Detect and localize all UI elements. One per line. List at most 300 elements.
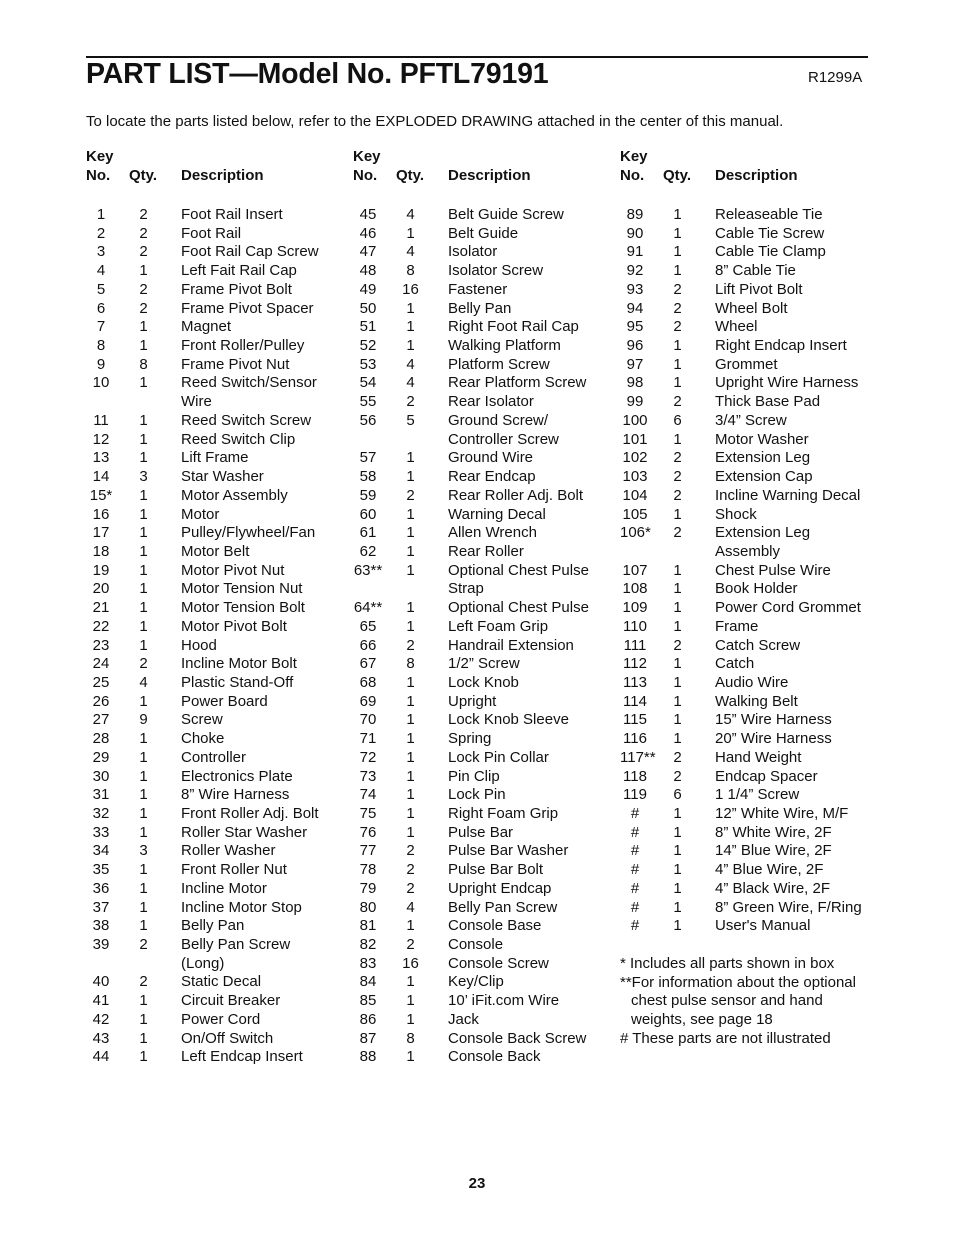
part-description: Endcap Spacer [715,767,818,785]
footnote-line: weights, see page 18 [631,1011,773,1029]
part-qty: 1 [406,692,415,710]
part-key-no: 95 [626,318,644,336]
part-qty: 1 [673,374,682,392]
part-key-no: 89 [626,206,644,223]
part-qty: 1 [406,917,415,935]
part-qty: 1 [673,842,682,860]
part-description: Foot Rail [181,224,242,242]
part-key-no: 73 [359,767,377,785]
part-qty: 2 [139,655,148,673]
part-qty: 4 [406,898,415,916]
part-key-no: 45 [359,206,377,223]
part-description: Front Roller Nut [181,861,287,879]
part-description: Upright Wire Harness [715,374,859,392]
part-key-no: 102 [622,449,648,467]
part-qty: 1 [406,299,415,317]
part-description: Power Board [181,692,268,710]
part-qty: 2 [673,449,682,467]
part-qty: 1 [139,692,148,710]
part-description: Shock [715,505,757,523]
part-description: 4” Black Wire, 2F [715,879,831,897]
part-key-no: 83 [359,954,377,972]
part-description: Foot Rail Insert [181,206,283,223]
part-key-no: 104 [622,486,648,504]
part-qty: 5 [406,411,415,429]
part-key-no: 6 [96,299,106,317]
part-qty: 1 [406,823,415,841]
part-key-no: # [630,805,640,822]
part-qty: 2 [673,280,682,298]
part-key-no: 46 [359,224,377,242]
part-qty: 1 [139,449,148,467]
part-key-no: 80 [359,898,377,916]
part-description: Catch [715,655,755,673]
part-key-no: 50 [359,299,377,317]
part-qty: 2 [673,299,682,317]
part-description: Releaseable Tie [715,206,823,223]
part-description: Key/Clip [448,973,504,991]
part-key-no: 87 [359,1029,377,1047]
part-description: Belly Pan [448,299,512,317]
part-description: Power Cord [181,1010,261,1028]
description-header: Description [715,167,798,184]
part-qty: 1 [406,730,415,748]
part-qty: 2 [139,936,148,954]
part-key-no: 39 [92,936,110,954]
part-qty: 1 [139,374,148,392]
part-key-no: 33 [92,823,110,841]
part-qty: 1 [673,917,682,935]
part-key-no: 48 [359,262,377,280]
part-description: Reed Switch/Sensor [181,374,317,392]
part-key-no: 82 [359,936,377,954]
part-qty: 1 [139,1010,148,1028]
part-description: Controller [181,748,247,766]
part-description: Extension Leg [715,524,811,542]
part-description: Electronics Plate [181,767,293,785]
part-qty: 1 [406,505,415,523]
part-description: 8” Wire Harness [181,786,290,804]
part-description: Wire [181,393,212,411]
part-key-no: 63** [353,561,383,579]
part-qty: 2 [139,299,148,317]
part-qty: 1 [406,1010,415,1028]
part-qty: 2 [406,393,415,411]
part-description: Extension Leg [715,449,811,467]
part-key-no: 3 [96,243,106,261]
part-description: Motor Washer [715,430,809,448]
part-key-no: 76 [359,823,377,841]
part-description: Grommet [715,355,778,373]
part-qty: 1 [406,711,415,729]
part-key-no: 11 [93,411,109,429]
part-key-no: 49 [359,280,377,298]
part-description: 1/2” Screw [448,655,520,673]
part-qty: 2 [406,861,415,879]
part-key-no: 117** [620,748,656,766]
part-qty: 1 [139,542,148,560]
part-qty: 1 [139,805,148,822]
part-key-no: 72 [359,748,377,766]
part-key-no: 4 [96,262,106,280]
part-qty: 2 [406,636,415,654]
part-key-no: 78 [359,861,377,879]
part-key-no: 110 [623,617,647,635]
part-description: Platform Screw [448,355,550,373]
part-description: Star Washer [181,468,264,486]
part-qty: 1 [139,580,148,598]
part-description: 8” Cable Tie [715,262,796,280]
part-key-no: 101 [622,430,648,448]
part-description: Motor Tension Nut [181,580,303,598]
part-description: Isolator Screw [448,262,544,280]
part-qty: 1 [139,917,148,935]
part-key-no: 7 [96,318,106,336]
part-qty: 1 [406,468,415,486]
part-qty: 1 [406,599,415,617]
part-qty: 1 [139,430,148,448]
part-description: Belly Pan [181,917,245,935]
part-description: Screw [181,711,223,729]
part-qty: 2 [673,393,682,411]
part-key-no: 105 [622,505,648,523]
part-qty: 4 [406,355,415,373]
qty-header: Qty. [129,167,158,184]
document-code: R1299A [808,69,863,86]
part-key-no: 68 [359,673,377,691]
part-qty: 4 [406,243,415,261]
part-key-no: 66 [359,636,377,654]
part-description: Rear Platform Screw [448,374,587,392]
part-qty: 4 [406,206,415,223]
part-description: Pulse Bar Washer [448,842,569,860]
part-description: User's Manual [715,917,811,935]
part-qty: 1 [673,692,682,710]
part-description: Optional Chest Pulse [448,599,589,617]
part-qty: 2 [673,486,682,504]
part-key-no: 119 [623,786,647,804]
part-key-no: 97 [626,355,644,373]
part-qty: 1 [406,449,415,467]
part-key-no: 84 [359,973,377,991]
part-description: Roller Star Washer [181,823,308,841]
footnote-line: chest pulse sensor and hand [631,992,823,1010]
part-key-no: 113 [623,673,647,691]
part-description: Cable Tie Screw [715,224,825,242]
part-description: On/Off Switch [181,1029,274,1047]
part-qty: 1 [139,561,148,579]
part-key-no: 54 [359,374,377,392]
part-description: Motor Tension Bolt [181,599,305,617]
part-description: Roller Washer [181,842,276,860]
part-qty: 1 [139,636,148,654]
part-description: Lock Knob [448,673,519,691]
part-qty: 1 [139,767,148,785]
part-description: Right Foam Grip [448,805,559,822]
part-qty: 2 [673,318,682,336]
part-description: Ground Wire [448,449,534,467]
part-description: 10’ iFit.com Wire [448,992,560,1010]
part-key-no: 86 [359,1010,377,1028]
part-qty: 1 [406,617,415,635]
part-qty: 1 [673,262,682,280]
part-description: Pulse Bar [448,823,514,841]
part-key-no: 10 [92,374,110,392]
part-key-no: 116 [623,730,647,748]
part-description: Left Endcap Insert [181,1048,303,1066]
part-description: 8” Green Wire, F/Ring [715,898,862,916]
part-description: 15” Wire Harness [715,711,832,729]
part-qty: 1 [673,337,682,355]
part-qty: 1 [139,861,148,879]
part-qty: 16 [402,280,419,298]
part-description: Cable Tie Clamp [715,243,826,261]
part-qty: 1 [139,318,148,336]
part-description: 8” White Wire, 2F [715,823,832,841]
part-key-no: 59 [359,486,377,504]
part-qty: 2 [139,280,148,298]
part-key-no: 53 [359,355,377,373]
part-description: Pulse Bar Bolt [448,861,544,879]
part-key-no: 56 [359,411,377,429]
part-key-no: 74 [359,786,377,804]
part-description: Wheel [715,318,758,336]
part-description: Lift Frame [181,449,249,467]
part-qty: 9 [139,711,148,729]
part-key-no: 92 [626,262,644,280]
part-key-no: 14 [92,468,110,486]
part-key-no: 47 [359,243,377,261]
part-qty: 1 [139,505,148,523]
part-key-no: 32 [92,805,110,822]
part-description: Book Holder [715,580,798,598]
part-description: Belt Guide [448,224,519,242]
part-key-no: 51 [359,318,377,336]
part-description: Lock Pin Collar [448,748,549,766]
part-key-no: 31 [92,786,110,804]
part-key-no: 108 [622,580,648,598]
part-description: Lock Knob Sleeve [448,711,569,729]
qty-header: Qty. [396,167,425,184]
part-key-no: 1 [96,206,106,223]
part-qty: 1 [673,711,682,729]
part-qty: 2 [406,879,415,897]
part-key-no: 60 [359,505,377,523]
part-key-no: # [630,879,640,897]
part-qty: 8 [406,655,415,673]
part-qty: 2 [139,224,148,242]
part-key-no: 100 [622,411,648,429]
part-qty: 1 [139,524,148,542]
part-description: Console Base [448,917,542,935]
part-description: Belly Pan Screw [181,936,291,954]
part-key-no: 64** [353,599,383,617]
part-qty: 2 [406,842,415,860]
part-description: Belly Pan Screw [448,898,558,916]
part-qty: 1 [673,430,682,448]
part-key-no: 70 [359,711,377,729]
part-description: Motor Belt [181,542,250,560]
part-qty: 2 [673,748,682,766]
footnotes [620,955,856,1049]
part-key-no: 40 [92,973,110,991]
part-description: Warning Decal [448,505,546,523]
part-qty: 1 [673,505,682,523]
part-key-no: # [630,898,640,916]
part-key-no: 77 [359,842,377,860]
part-qty: 4 [406,374,415,392]
part-qty: 2 [139,973,148,991]
part-description: Allen Wrench [448,524,537,542]
part-description: Lock Pin [448,786,506,804]
part-qty: 1 [406,673,415,691]
part-key-no: 30 [92,767,110,785]
part-key-no: 111 [623,636,647,654]
part-qty: 1 [673,206,682,223]
part-description: Rear Roller [448,542,524,560]
part-description: Walking Belt [715,692,798,710]
part-key-no: 52 [359,337,377,355]
part-key-no: 24 [92,655,110,673]
part-description: Motor Assembly [181,486,288,504]
qty-header: Qty. [663,167,692,184]
part-qty: 1 [406,318,415,336]
part-description: Front Roller Adj. Bolt [181,805,319,822]
part-description: Strap [448,580,484,598]
part-description: Lift Pivot Bolt [715,280,803,298]
part-key-no: # [630,861,640,879]
part-qty: 1 [673,599,682,617]
part-key-no: 15* [89,486,113,504]
part-description: Pin Clip [448,767,500,785]
part-description: Console Screw [448,954,549,972]
part-qty: 2 [406,486,415,504]
part-qty: 1 [139,262,148,280]
part-description: Incline Motor Stop [181,898,302,916]
part-qty: 1 [139,1029,148,1047]
description-header: Description [181,167,264,184]
part-qty: 1 [673,243,682,261]
part-description: Belt Guide Screw [448,206,564,223]
part-description: Audio Wire [715,673,789,691]
part-key-no: 41 [92,992,110,1010]
part-key-no: 114 [623,692,647,710]
part-key-no: 34 [92,842,110,860]
description-header: Description [448,167,531,184]
part-description: Catch Screw [715,636,801,654]
part-key-no: 5 [96,280,106,298]
part-qty: 16 [402,954,419,972]
part-key-no: 90 [626,224,644,242]
part-key-no: 18 [92,542,110,560]
part-key-no: 69 [359,692,377,710]
part-key-no: 13 [92,449,110,467]
part-key-no: 81 [359,917,377,935]
part-qty: 1 [673,617,682,635]
footnote-line: * Includes all parts shown in box [620,955,835,972]
part-description: Walking Platform [448,337,561,355]
footnote-line: **For information about the optional [620,973,856,991]
part-key-no: # [630,842,640,860]
part-qty: 1 [406,524,415,542]
part-description: Hood [181,636,217,654]
key-no-header: Key No. [620,148,648,184]
part-qty: 2 [139,243,148,261]
page-number: 23 [468,1175,486,1192]
part-qty: 8 [406,262,415,280]
part-qty: 4 [139,673,148,691]
part-key-no: 19 [92,561,110,579]
part-qty: 1 [673,823,682,841]
part-key-no: 37 [92,898,110,916]
part-key-no: 98 [626,374,644,392]
part-key-no: 20 [92,580,110,598]
part-key-no: 103 [622,468,648,486]
part-key-no: 55 [359,393,377,411]
part-key-no: 99 [626,393,644,411]
part-qty: 2 [406,936,415,954]
part-qty: 1 [139,823,148,841]
part-qty: 1 [673,224,682,242]
part-key-no: 96 [626,337,644,355]
part-key-no: 22 [92,617,110,635]
part-key-no: 85 [359,992,377,1010]
part-qty: 3 [139,468,148,486]
part-description: Choke [181,730,225,748]
part-qty: 1 [406,1048,415,1066]
part-qty: 1 [406,767,415,785]
part-qty: 1 [406,973,415,991]
part-key-no: 112 [623,655,647,673]
part-qty: 1 [406,992,415,1010]
part-key-no: 17 [92,524,110,542]
part-key-no: 12 [92,430,110,448]
part-description: 20” Wire Harness [715,730,832,748]
part-description: Rear Endcap [448,468,536,486]
part-description: 4” Blue Wire, 2F [715,861,824,879]
part-key-no: 91 [626,243,644,261]
part-description: Frame Pivot Spacer [181,299,314,317]
part-qty: 1 [406,805,415,822]
part-qty: 1 [673,898,682,916]
part-description: Motor Pivot Nut [181,561,285,579]
part-description: Wheel Bolt [715,299,788,317]
part-description: Frame Pivot Nut [181,355,290,373]
part-key-no: 62 [359,542,377,560]
part-qty: 1 [406,224,415,242]
part-description: Rear Isolator [448,393,534,411]
part-description: Power Cord Grommet [715,599,861,617]
part-description: Ground Screw/ [448,411,549,429]
part-description: (Long) [181,954,225,972]
part-key-no: 36 [92,879,110,897]
part-key-no: 21 [92,599,110,617]
part-description: Static Decal [181,973,262,991]
part-description: Jack [448,1010,479,1028]
footnote-line: # These parts are not illustrated [620,1029,831,1047]
part-qty: 8 [139,355,148,373]
part-description: Spring [448,730,492,748]
part-key-no: 106* [620,524,651,542]
part-key-no: 42 [92,1010,110,1028]
part-qty: 1 [139,898,148,916]
part-qty: 1 [139,337,148,355]
part-qty: 1 [673,730,682,748]
part-description: Incline Warning Decal [715,486,861,504]
part-qty: 1 [139,486,148,504]
key-no-header: Key No. [353,148,381,184]
part-description: Incline Motor [181,879,267,897]
